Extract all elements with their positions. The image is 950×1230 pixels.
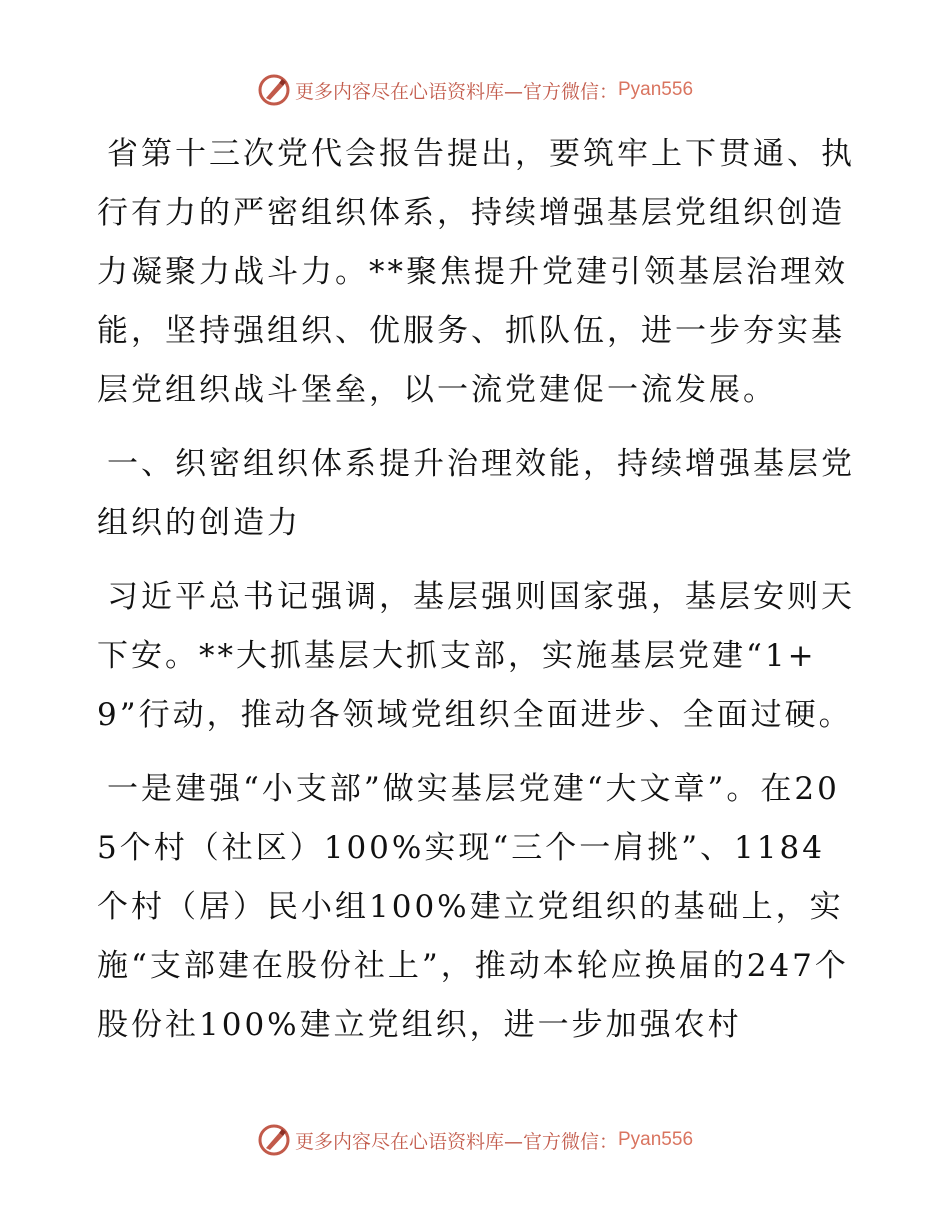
section-heading: 一、织密组织体系提升治理效能，持续增强基层党组织的创造力 [97, 446, 855, 541]
pen-logo-icon [257, 73, 291, 107]
paragraph-quote: 习近平总书记强调，基层强则国家强，基层安则天下安。**大抓基层大抓支部，实施基层党建“1+9”行动，推动各领域党组织全面进步、全面过硬。 [97, 579, 855, 733]
pen-logo-icon [257, 1123, 291, 1157]
watermark-text: 更多内容尽在心语资料库—官方微信： [294, 80, 618, 103]
document-body [97, 125, 857, 1055]
watermark-text: 更多内容尽在心语资料库—官方微信： [294, 1130, 618, 1153]
watermark-handle: Pyan556 [618, 79, 694, 100]
header-watermark [0, 70, 950, 110]
watermark-handle: Pyan556 [618, 1129, 694, 1150]
paragraph-intro: 省第十三次党代会报告提出，要筑牢上下贯通、执行有力的严密组织体系，持续增强基层党组织创造力凝聚力战斗力。**聚焦提升党建引领基层治理效能，坚持强组织、优服务、抓队伍，进一步夯实基层党组织战斗堡垒，以一流党建促一流发展。 [97, 136, 855, 408]
paragraph-point-one: 一是建强“小支部”做实基层党建“大文章”。在205个村（社区）100%实现“三个一肩挑”、1184个村（居）民小组100%建立党组织的基础上，实施“支部建在股份社上”，推动本轮应换届的247个股份社100%建立党组织，进一步加强农村 [97, 771, 849, 1043]
footer-watermark [0, 1120, 950, 1160]
